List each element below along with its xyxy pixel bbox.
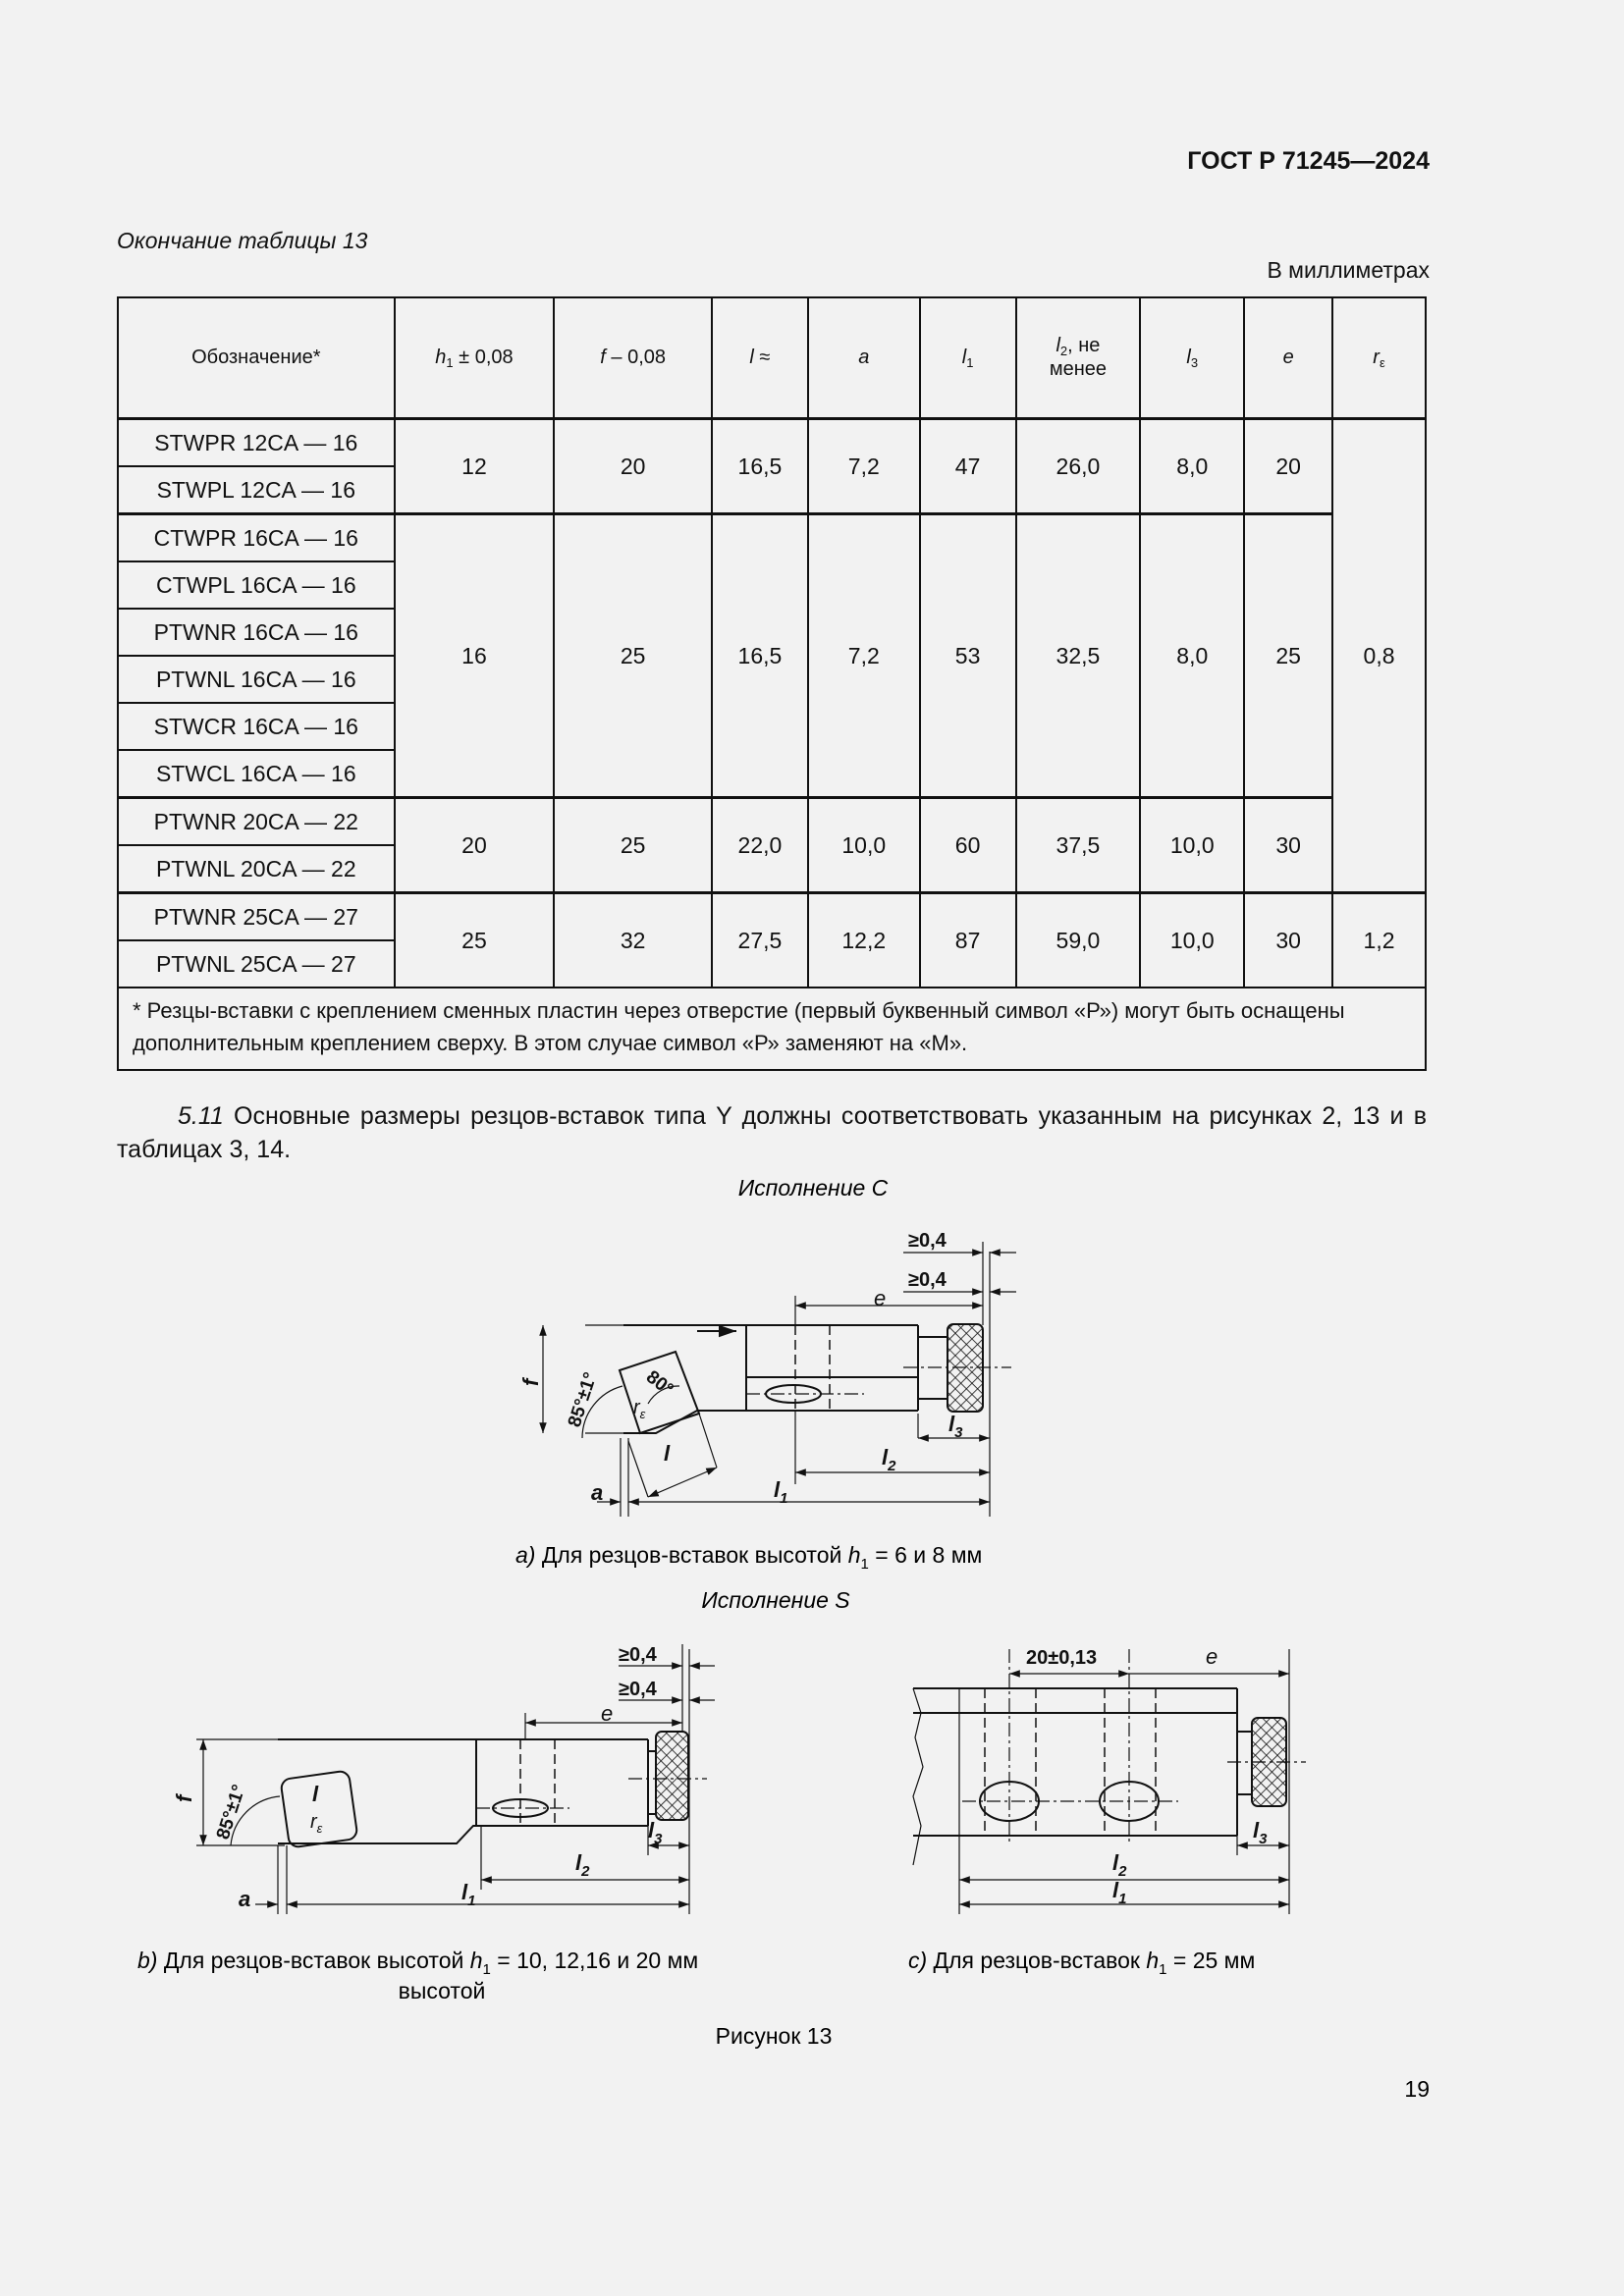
h1-cell: 16 [395, 514, 555, 798]
drawing-c [913, 1649, 1306, 1914]
gap-label: ≥0,4 [619, 1679, 657, 1700]
designation-cell: PTWNL 16CA — 16 [118, 656, 395, 703]
dim-l2-label: $l_2$ [575, 1850, 590, 1880]
f-cell: 25 [554, 798, 712, 893]
l1-cell: 87 [920, 893, 1016, 988]
designation-cell: STWCR 16CA — 16 [118, 703, 395, 750]
r-eps-label: $r_\varepsilon$ [310, 1811, 323, 1836]
f-cell: 25 [554, 514, 712, 798]
dim-e-label: e [1206, 1644, 1218, 1669]
units-label: В миллиметрах [1267, 257, 1430, 283]
h1-cell: 20 [395, 798, 555, 893]
dim-e-label: e [601, 1701, 614, 1726]
l-cell: 27,5 [712, 893, 808, 988]
dim-e-label: e [874, 1286, 887, 1310]
paragraph-text: Основные размеры резцов-вставок типа Y должны соответствовать указанным на рисунках 2, 13 и в таблицах 3, 14. [117, 1102, 1427, 1163]
figure-title: Рисунок 13 [715, 2023, 833, 2049]
header-designation: Обозначение* [118, 297, 395, 419]
header-f: f – 0,08 [554, 297, 712, 419]
e-cell: 20 [1244, 419, 1332, 514]
angle-85-label: 85°±1° [212, 1782, 250, 1842]
dim-a-label: a [591, 1480, 604, 1505]
gap-label: ≥0,4 [908, 1230, 947, 1252]
angle-85-label: 85°±1° [564, 1369, 602, 1430]
e-cell: 25 [1244, 514, 1332, 798]
l2-cell: 32,5 [1016, 514, 1141, 798]
f-cell: 32 [554, 893, 712, 988]
drawing-a-labels [518, 1230, 963, 1507]
caption-a: а) Для резцов-вставок высотой $h_1 = 6$ и 8 мм [515, 1542, 983, 1573]
table-caption: Окончание таблицы 13 [117, 228, 368, 253]
dim-l3-label: $l_3$ [948, 1412, 963, 1441]
l3-cell: 8,0 [1140, 419, 1244, 514]
l1-cell: 60 [920, 798, 1016, 893]
gap-label: ≥0,4 [619, 1644, 657, 1666]
dim-l3-label: $l_3$ [1253, 1818, 1268, 1847]
paragraph-number: 5.11 [178, 1102, 224, 1130]
l-cell: 22,0 [712, 798, 808, 893]
dim-l1-label: $l_1$ [774, 1477, 788, 1507]
l2-cell: 37,5 [1016, 798, 1141, 893]
l-cell: 16,5 [712, 514, 808, 798]
designation-cell: PTWNL 20CA — 22 [118, 845, 395, 893]
designation-cell: STWPL 12CA — 16 [118, 466, 395, 514]
l1-cell: 53 [920, 514, 1016, 798]
e-cell: 30 [1244, 893, 1332, 988]
header-a: a [808, 297, 920, 419]
document-header: ГОСТ Р 71245—2024 [1187, 147, 1430, 175]
caption-b-continuation: высотой [398, 1978, 486, 2003]
variant-s-title: Исполнение S [701, 1587, 850, 1613]
designation-cell: CTWPL 16CA — 16 [118, 561, 395, 609]
designation-cell: PTWNR 16CA — 16 [118, 609, 395, 656]
dim-l1-label: $l_1$ [1112, 1878, 1127, 1907]
pitch-label: 20±0,13 [1026, 1647, 1098, 1669]
dim-f-label: f [518, 1378, 543, 1386]
a-cell: 7,2 [808, 419, 920, 514]
angle-80-label: 80° [641, 1366, 677, 1401]
header-l1: $l_1$ [920, 297, 1016, 419]
dim-l-label: l [664, 1441, 671, 1466]
header-r-epsilon: $r_\varepsilon$ [1332, 297, 1426, 419]
header-h1: $h_1 \pm 0,08$ [395, 297, 555, 419]
l1-cell: 47 [920, 419, 1016, 514]
dim-a-label: a [239, 1887, 251, 1911]
dim-l3-label: $l_3$ [648, 1818, 663, 1847]
dim-l2-label: $l_2$ [1112, 1850, 1127, 1880]
drawing-c-labels [1026, 1644, 1268, 1907]
caption-b: b) Для резцов-вставок высотой $h_1 = 10$, 12,16 и 20 мм [137, 1948, 699, 1978]
h1-cell: 12 [395, 419, 555, 514]
l3-cell: 8,0 [1140, 514, 1244, 798]
h1-cell: 25 [395, 893, 555, 988]
l2-cell: 59,0 [1016, 893, 1141, 988]
e-cell: 30 [1244, 798, 1332, 893]
designation-cell: PTWNR 25CA — 27 [118, 893, 395, 941]
header-e: e [1244, 297, 1332, 419]
a-cell: 12,2 [808, 893, 920, 988]
dim-f-label: f [172, 1794, 196, 1802]
table-footnote: * Резцы-вставки с креплением сменных пластин через отверстие (первый буквенный символ «Р») могут быть оснащены дополнительным креплением сверху. В этом случае символ «Р» заменяют на «М». [118, 988, 1426, 1070]
l-cell: 16,5 [712, 419, 808, 514]
header-l: l ≈ [712, 297, 808, 419]
a-cell: 10,0 [808, 798, 920, 893]
dim-l1-label: $l_1$ [461, 1880, 476, 1909]
designation-cell: PTWNL 25CA — 27 [118, 940, 395, 988]
l3-cell: 10,0 [1140, 798, 1244, 893]
a-cell: 7,2 [808, 514, 920, 798]
gap-label: ≥0,4 [908, 1269, 947, 1291]
f-cell: 20 [554, 419, 712, 514]
page-number: 19 [1404, 2076, 1430, 2102]
l3-cell: 10,0 [1140, 893, 1244, 988]
header-l3: $l_3$ [1140, 297, 1244, 419]
caption-c: c) Для резцов-вставок $h_1 = 25$ мм [908, 1948, 1256, 1978]
r-epsilon-cell: 1,2 [1332, 893, 1426, 988]
dim-l2-label: $l_2$ [882, 1445, 896, 1474]
designation-cell: CTWPR 16CA — 16 [118, 514, 395, 562]
r-epsilon-cell: 0,8 [1332, 419, 1426, 893]
l2-cell: 26,0 [1016, 419, 1141, 514]
r-eps-label: $r_\varepsilon$ [633, 1397, 646, 1421]
designation-cell: STWCL 16CA — 16 [118, 750, 395, 798]
variant-c-title: Исполнение С [737, 1175, 889, 1201]
dim-l-label: l [312, 1782, 319, 1806]
designation-cell: PTWNR 20CA — 22 [118, 798, 395, 846]
designation-cell: STWPR 12CA — 16 [118, 419, 395, 467]
header-l2: $l_2$, не менее [1016, 297, 1141, 419]
drawing-b-labels [172, 1644, 663, 1911]
